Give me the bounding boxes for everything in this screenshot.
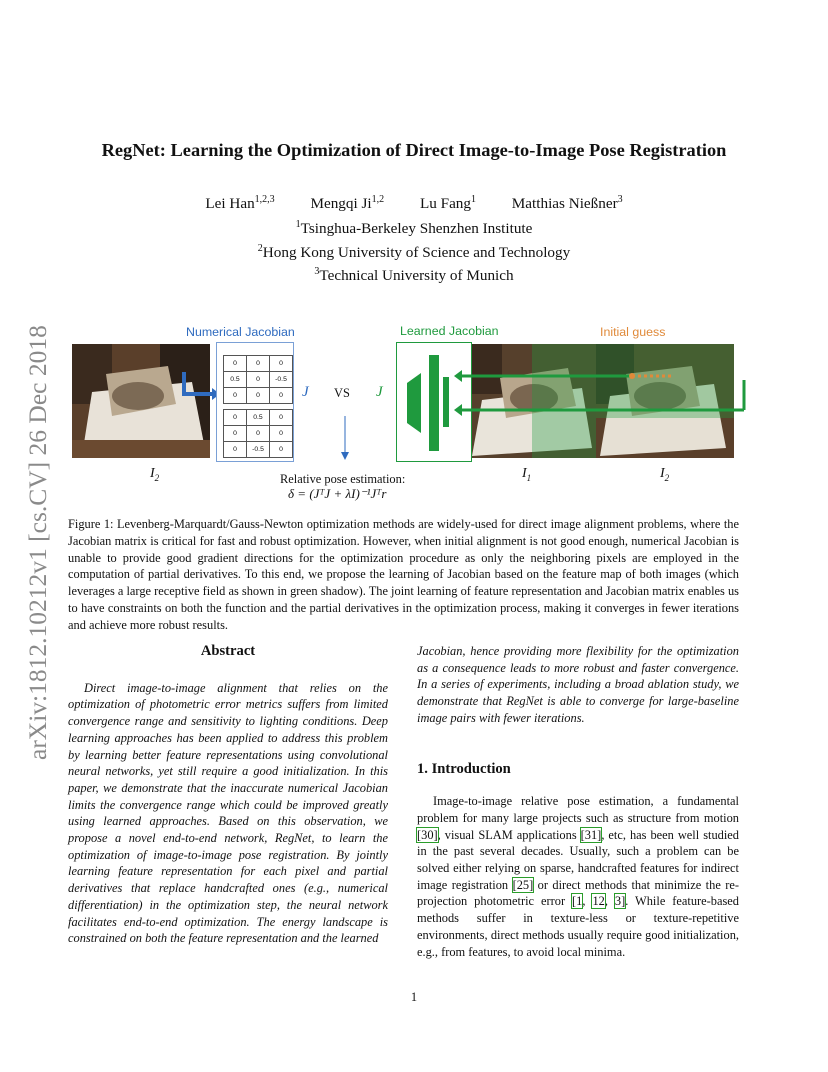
pose-formula: δ = (JᵀJ + λI)⁻¹Jᵀr bbox=[288, 486, 387, 501]
blue-arrow bbox=[178, 372, 220, 402]
image-label-letter: I bbox=[150, 466, 155, 481]
matrix-cell: 0 bbox=[269, 441, 293, 458]
intro-text: . While feature-based methods suffer in texture-less or texture-repetitive environments, direct methods usually require good initialization, e.g., from features, to avoid local minima. bbox=[417, 894, 739, 959]
author-name: Mengqi Ji bbox=[310, 195, 372, 213]
affiliation-sup: 1 bbox=[295, 219, 301, 230]
paper-title: RegNet: Learning the Optimization of Direct Image-to-Image Pose Registration bbox=[101, 140, 727, 160]
author-list bbox=[0, 194, 828, 213]
arxiv-stamp-text: arXiv:1812.10212v1 [cs.CV] 26 Dec 2018 bbox=[23, 325, 52, 760]
author bbox=[310, 194, 384, 213]
author bbox=[205, 194, 274, 213]
image-label-sub: 2 bbox=[664, 472, 670, 483]
affiliation-name: Technical University of Munich bbox=[319, 267, 514, 285]
matrix-cell: 0 bbox=[223, 387, 247, 404]
intro-text: or direct methods that minimize the re-projection photometric error bbox=[417, 877, 739, 909]
learned-j-symbol: J bbox=[376, 384, 383, 400]
numerical-jacobian-matrix bbox=[216, 342, 294, 462]
author bbox=[420, 194, 476, 213]
author-name: Lu Fang bbox=[419, 195, 471, 213]
affiliation-name: Hong Kong University of Science and Technology bbox=[262, 244, 571, 262]
matrix-cell: 0 bbox=[223, 409, 247, 426]
citation-link[interactable]: [1 bbox=[572, 894, 583, 909]
introduction-heading: 1. Introduction bbox=[417, 760, 511, 777]
arxiv-stamp bbox=[20, 280, 56, 760]
page-number: 1 bbox=[410, 990, 418, 1004]
matrix-cell: 0 bbox=[223, 355, 247, 372]
intro-text: , etc, has been well studied in the past several decades. Usually, such a problem can be solved either relying on sparse, handcrafted features for indirect image registration bbox=[417, 827, 739, 892]
image-label-letter: I bbox=[660, 466, 665, 481]
matrix-cell: -0.5 bbox=[269, 371, 293, 388]
affiliation-name: Tsinghua-Berkeley Shenzhen Institute bbox=[300, 220, 533, 238]
image-label-sub: 2 bbox=[154, 472, 160, 483]
matrix-cell: 0 bbox=[269, 387, 293, 404]
abstract-heading: Abstract bbox=[200, 643, 256, 659]
matrix-cell: 0.5 bbox=[223, 371, 247, 388]
green-arrows bbox=[432, 360, 752, 430]
matrix-cell: 0 bbox=[246, 387, 270, 404]
image-label-sub: 1 bbox=[526, 472, 532, 483]
intro-text: Image-to-image relative pose estimation, a fundamental problem for many large projects such as structure from motion bbox=[417, 794, 739, 825]
left-column bbox=[68, 643, 388, 947]
citation-link[interactable]: [31] bbox=[580, 827, 602, 842]
initial-guess-label: Initial guess bbox=[600, 325, 666, 339]
numerical-j-symbol: J bbox=[302, 384, 309, 400]
citation-link[interactable]: [25] bbox=[512, 877, 534, 892]
affiliation-sup: 2 bbox=[257, 243, 263, 254]
figure-caption: Figure 1: Levenberg-Marquardt/Gauss-Newton optimization methods are widely-used for direct image alignment problems, where the Jacobian matrix is critical for fast and robust optimization. However, when initial alignment is not good enough, numerical Jacobian is unable to provide good gradient directions for the optimization procedure as only the neighboring pixels are employed in the computation of partial derivatives. To this end, we propose the learning of Jacobian based on the feature map of both images (which leverages a large receptive field as shown in green shadow). The joint learning of feature representation and Jacobian matrix enables us to have constraints on both the function and the partial derivatives in the optimization process, making it converges in fewer iterations and achieve more robust results. bbox=[68, 517, 739, 632]
image-label-letter: I bbox=[522, 466, 527, 481]
figure-1 bbox=[72, 320, 762, 510]
vs-label: VS bbox=[334, 386, 350, 400]
matrix-cell: 0 bbox=[269, 409, 293, 426]
author-name: Matthias Nießner bbox=[511, 195, 618, 213]
matrix-cell: 0 bbox=[269, 355, 293, 372]
author-affil-sup: 1,2 bbox=[371, 194, 385, 205]
image-label-i2-left bbox=[150, 466, 159, 483]
citation-link[interactable]: 3] bbox=[614, 894, 626, 909]
matrix-cell: 0 bbox=[223, 425, 247, 442]
citation-link[interactable]: [30] bbox=[417, 827, 438, 842]
matrix-cell: -0.5 bbox=[246, 441, 270, 458]
intro-text: , visual SLAM applications bbox=[437, 827, 581, 842]
affiliation-sup: 3 bbox=[314, 266, 320, 277]
learned-jacobian-label: Learned Jacobian bbox=[400, 324, 499, 338]
matrix-cell: 0 bbox=[223, 441, 247, 458]
author-affil-sup: 1 bbox=[471, 194, 476, 205]
matrix-cell: 0 bbox=[269, 425, 293, 442]
affiliation bbox=[0, 219, 828, 238]
abstract-body-right: Jacobian, hence providing more flexibility for the optimization as a consequence leads to more robust and faster convergence. In a series of experiments, including a broad ablation study, we demonstrate that RegNet is able to converge for large-baseline image pairs with fewer iterations. bbox=[417, 644, 739, 725]
matrix-cell: 0 bbox=[246, 425, 270, 442]
abstract-body-left: Direct image-to-image alignment that relies on the optimization of photometric error metrics suffers from limited convergence range and sensitivity to lighting conditions. Deep learning approaches has been applied to address this problem by learning better feature representations using convolutional neural networks, yet still require a good initialization. In this paper, we demonstrate that the inaccurate numerical Jacobian limits the convergence range which could be improved greatly using learned approaches. Based on this observation, we propose a novel end-to-end network, RegNet, to learn the optimization of image-to-image pose registration. By jointly learning feature representation for each pixel and partial derivatives that replace handcrafted ones (e.g., numerical differentiation) in the optimization step, the neural network facilitates end-to-end optimization. The energy landscape is constrained on both the feature representation and the learned bbox=[68, 680, 388, 946]
image-label-i1 bbox=[522, 466, 531, 483]
matrix-cell: 0 bbox=[246, 355, 270, 372]
right-column bbox=[417, 643, 739, 960]
relative-pose-label: Relative pose estimation: bbox=[280, 472, 406, 486]
down-arrow bbox=[340, 416, 350, 460]
author bbox=[512, 194, 623, 213]
author-name: Lei Han bbox=[205, 195, 255, 213]
matrix-cell: 0.5 bbox=[246, 409, 270, 426]
affiliation bbox=[0, 266, 828, 285]
citation-link[interactable]: 12 bbox=[592, 894, 605, 909]
introduction-paragraph: Image-to-image relative pose estimation, a fundamental problem for many large projects such as structure from motion [30], visual SLAM applications [31], etc, has been well studied in the past several decades. Usually, such a problem can be solved either relying on sparse, handcrafted features for indirect image registration [25] or direct methods that minimize the re-projection photometric error [1, 12, 3]. While feature-based methods suffer in texture-less or texture-repetitive environments, direct methods usually require good initialization, e.g., from features, to avoid local minima. bbox=[417, 794, 739, 959]
affiliation bbox=[0, 243, 828, 262]
matrix-cell: 0 bbox=[246, 371, 270, 388]
numerical-jacobian-label: Numerical Jacobian bbox=[186, 325, 295, 339]
author-affil-sup: 3 bbox=[617, 194, 623, 205]
image-label-i2-right bbox=[660, 466, 669, 483]
author-affil-sup: 1,2,3 bbox=[254, 194, 275, 205]
